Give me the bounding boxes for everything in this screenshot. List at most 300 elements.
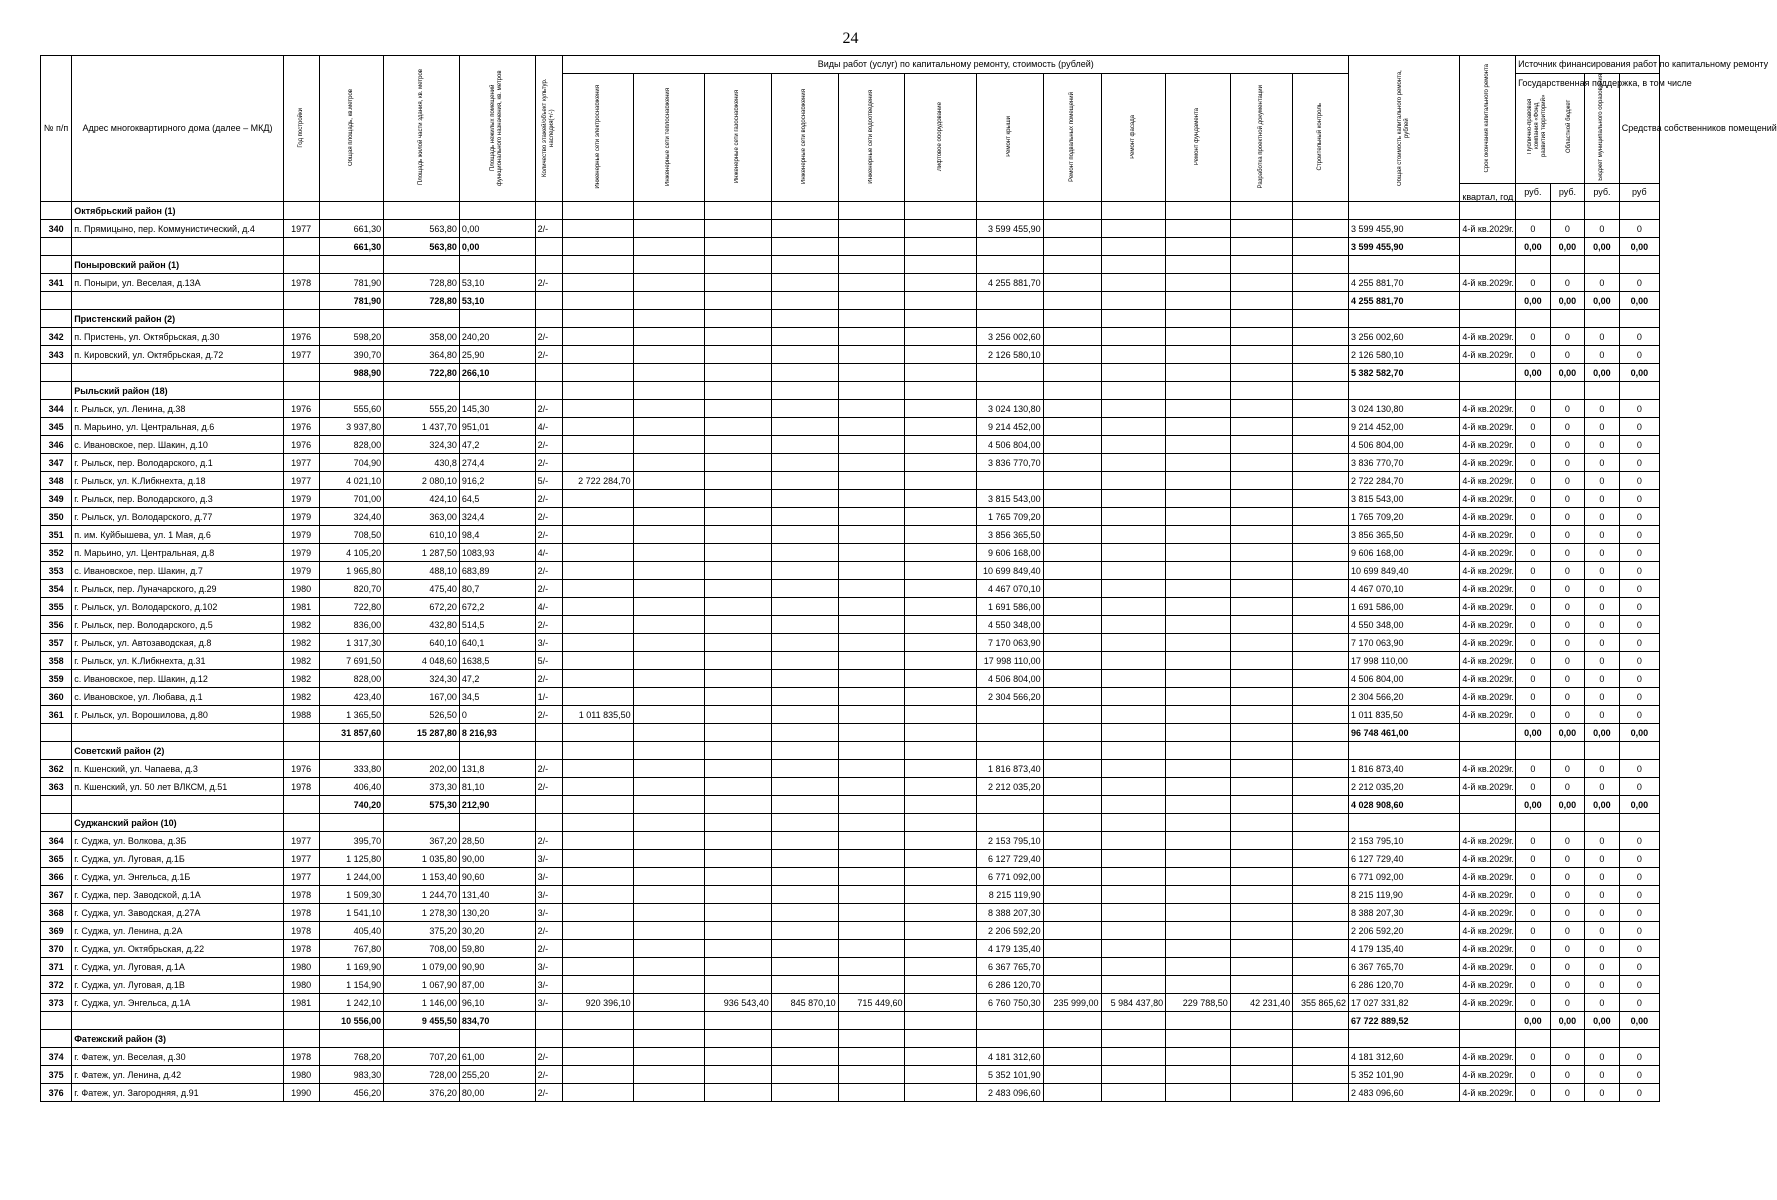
owners-amount: 0	[1619, 868, 1659, 886]
house-address: г. Рыльск, пер. Володарского, д.5	[72, 616, 284, 634]
work-cost	[1230, 616, 1292, 634]
empty-cell	[1619, 256, 1659, 274]
work-cost	[1101, 652, 1166, 670]
living-area: 1 146,00	[384, 994, 460, 1012]
total-area: 423,40	[319, 688, 384, 706]
empty-cell	[384, 742, 460, 760]
work-cost	[1101, 958, 1166, 976]
living-area: 1 035,80	[384, 850, 460, 868]
build-year: 1976	[283, 400, 319, 418]
fund-amount: 0	[1516, 598, 1551, 616]
living-area: 640,10	[384, 634, 460, 652]
fund-amount: 0	[1516, 418, 1551, 436]
work-cost	[704, 562, 771, 580]
owners-amount: 0	[1619, 472, 1659, 490]
empty-cell	[1043, 796, 1101, 814]
owners-amount: 0	[1619, 220, 1659, 238]
total-area: 661,30	[319, 238, 384, 256]
municipal-amount: 0	[1585, 562, 1620, 580]
work-cost	[1101, 886, 1166, 904]
fund-amount: 0	[1516, 922, 1551, 940]
total-cost: 6 286 120,70	[1349, 976, 1460, 994]
empty-cell	[1166, 310, 1231, 328]
row-number: 349	[41, 490, 72, 508]
living-area: 424,10	[384, 490, 460, 508]
work-cost	[704, 400, 771, 418]
total-area: 1 154,90	[319, 976, 384, 994]
empty-cell	[41, 292, 72, 310]
work-cost	[563, 832, 633, 850]
work-cost: 6 127 729,40	[976, 850, 1043, 868]
work-cost	[563, 868, 633, 886]
work-cost	[771, 454, 838, 472]
total-area: 1 365,50	[319, 706, 384, 724]
empty-cell	[633, 310, 704, 328]
empty-cell	[283, 742, 319, 760]
fund-amount: 0	[1516, 940, 1551, 958]
municipal-amount: 0	[1585, 328, 1620, 346]
work-cost	[771, 580, 838, 598]
empty-cell	[535, 796, 563, 814]
work-cost	[771, 832, 838, 850]
work-cost	[771, 958, 838, 976]
empty-cell	[1349, 814, 1460, 832]
work-cost	[563, 346, 633, 364]
work-cost	[704, 598, 771, 616]
municipal-amount: 0	[1585, 436, 1620, 454]
total-cost: 67 722 889,52	[1349, 1012, 1460, 1030]
empty-cell	[1043, 742, 1101, 760]
work-cost	[1101, 418, 1166, 436]
house-address: п. Кшенский, ул. 50 лет ВЛКСМ, д.51	[72, 778, 284, 796]
regional-amount: 0	[1550, 976, 1585, 994]
living-area: 367,20	[384, 832, 460, 850]
empty-cell	[633, 1030, 704, 1048]
empty-cell	[1043, 1030, 1101, 1048]
empty-cell	[1230, 364, 1292, 382]
build-year: 1979	[283, 544, 319, 562]
work-cost	[563, 1048, 633, 1066]
empty-cell	[1101, 814, 1166, 832]
empty-cell	[283, 814, 319, 832]
work-cost	[704, 832, 771, 850]
living-area: 610,10	[384, 526, 460, 544]
table-row	[41, 652, 1660, 670]
work-cost	[838, 580, 905, 598]
total-area: 4 021,10	[319, 472, 384, 490]
work-cost	[563, 940, 633, 958]
total-area: 598,20	[319, 328, 384, 346]
header-floors: Количество этажей/объект культур. наследия(+/-)	[542, 78, 556, 177]
empty-cell	[1619, 742, 1659, 760]
empty-cell	[1101, 796, 1166, 814]
house-address: г. Суджа, ул. Ленина, д.2А	[72, 922, 284, 940]
work-cost	[771, 616, 838, 634]
build-year: 1977	[283, 868, 319, 886]
row-number: 361	[41, 706, 72, 724]
build-year: 1977	[283, 454, 319, 472]
work-cost	[1230, 220, 1292, 238]
floors: 3/-	[535, 976, 563, 994]
work-cost	[1043, 274, 1101, 292]
empty-cell	[563, 724, 633, 742]
repair-term: 4-й кв.2029г.	[1460, 220, 1516, 238]
fund-amount: 0	[1516, 616, 1551, 634]
empty-cell	[838, 796, 905, 814]
work-cost	[563, 508, 633, 526]
work-cost	[838, 778, 905, 796]
work-cost	[1230, 832, 1292, 850]
nonres-area: 90,00	[459, 850, 535, 868]
empty-cell	[72, 796, 284, 814]
nonres-area: 951,01	[459, 418, 535, 436]
work-cost	[1166, 436, 1231, 454]
fund-amount: 0	[1516, 580, 1551, 598]
district-row	[41, 382, 1660, 400]
fund-amount: 0	[1516, 886, 1551, 904]
work-cost	[1230, 760, 1292, 778]
work-cost	[771, 328, 838, 346]
house-address: г. Рыльск, ул. Ленина, д.38	[72, 400, 284, 418]
total-cost: 3 599 455,90	[1349, 220, 1460, 238]
house-address: г. Суджа, ул. Энгельса, д.1А	[72, 994, 284, 1012]
total-area: 722,80	[319, 598, 384, 616]
nonres-area: 672,2	[459, 598, 535, 616]
build-year: 1982	[283, 634, 319, 652]
build-year: 1988	[283, 706, 319, 724]
empty-cell	[1460, 382, 1516, 400]
work-cost	[1293, 1084, 1349, 1102]
owners-amount: 0	[1619, 958, 1659, 976]
row-number: 370	[41, 940, 72, 958]
work-cost	[1166, 688, 1231, 706]
regional-amount: 0	[1550, 220, 1585, 238]
work-cost	[1101, 580, 1166, 598]
district-total-row	[41, 796, 1660, 814]
row-number: 344	[41, 400, 72, 418]
empty-cell	[1460, 796, 1516, 814]
work-cost	[1230, 670, 1292, 688]
empty-cell	[283, 382, 319, 400]
total-cost: 6 127 729,40	[1349, 850, 1460, 868]
empty-cell	[283, 796, 319, 814]
repair-term: 4-й кв.2029г.	[1460, 436, 1516, 454]
fund-amount: 0	[1516, 544, 1551, 562]
empty-cell	[905, 382, 976, 400]
work-cost	[905, 346, 976, 364]
empty-cell	[72, 364, 284, 382]
repair-term: 4-й кв.2029г.	[1460, 1084, 1516, 1102]
fund-amount: 0	[1516, 868, 1551, 886]
work-cost	[905, 760, 976, 778]
total-area: 405,40	[319, 922, 384, 940]
empty-cell	[633, 796, 704, 814]
floors: 2/-	[535, 940, 563, 958]
build-year: 1978	[283, 904, 319, 922]
empty-cell	[535, 1012, 563, 1030]
row-number: 372	[41, 976, 72, 994]
header-work-1: Инженерные сети электроснабжения	[594, 84, 601, 189]
living-area: 475,40	[384, 580, 460, 598]
work-cost	[1293, 454, 1349, 472]
work-cost	[633, 886, 704, 904]
empty-cell	[1043, 364, 1101, 382]
total-living: 728,80	[384, 292, 460, 310]
table-row	[41, 418, 1660, 436]
empty-cell	[535, 256, 563, 274]
work-cost	[838, 760, 905, 778]
work-cost	[905, 634, 976, 652]
work-cost	[905, 1066, 976, 1084]
regional-amount: 0	[1550, 526, 1585, 544]
empty-cell	[1101, 238, 1166, 256]
empty-cell	[633, 202, 704, 220]
floors: 3/-	[535, 850, 563, 868]
work-cost	[1043, 1084, 1101, 1102]
table-row	[41, 886, 1660, 904]
empty-cell	[905, 256, 976, 274]
work-cost	[1043, 958, 1101, 976]
empty-cell	[283, 1012, 319, 1030]
work-cost	[1293, 328, 1349, 346]
living-area: 1 079,00	[384, 958, 460, 976]
owners-amount: 0	[1619, 490, 1659, 508]
repair-term: 4-й кв.2029г.	[1460, 958, 1516, 976]
total-area: 3 937,80	[319, 418, 384, 436]
empty-cell	[41, 364, 72, 382]
table-row	[41, 328, 1660, 346]
living-area: 324,30	[384, 670, 460, 688]
empty-cell	[459, 814, 535, 832]
work-cost	[633, 346, 704, 364]
total-area: 4 105,20	[319, 544, 384, 562]
fund-amount: 0	[1516, 652, 1551, 670]
municipal-amount: 0	[1585, 886, 1620, 904]
empty-cell	[838, 382, 905, 400]
living-area: 2 080,10	[384, 472, 460, 490]
work-cost	[563, 454, 633, 472]
empty-cell	[1166, 742, 1231, 760]
total-living: 9 455,50	[384, 1012, 460, 1030]
work-cost	[838, 940, 905, 958]
work-cost	[1043, 922, 1101, 940]
work-cost	[1230, 868, 1292, 886]
empty-cell	[1043, 292, 1101, 310]
table-row	[41, 670, 1660, 688]
work-cost	[1293, 760, 1349, 778]
total-cost: 1 765 709,20	[1349, 508, 1460, 526]
municipal-amount: 0	[1585, 346, 1620, 364]
work-cost	[1166, 670, 1231, 688]
work-cost	[1230, 652, 1292, 670]
work-cost	[1043, 418, 1101, 436]
empty-cell	[704, 724, 771, 742]
work-cost: 920 396,10	[563, 994, 633, 1012]
nonres-area: 131,8	[459, 760, 535, 778]
floors: 2/-	[535, 346, 563, 364]
work-cost	[905, 652, 976, 670]
work-cost	[1166, 886, 1231, 904]
empty-cell	[838, 724, 905, 742]
regional-amount: 0	[1550, 1066, 1585, 1084]
table-row	[41, 634, 1660, 652]
empty-cell	[1101, 724, 1166, 742]
work-cost	[1166, 418, 1231, 436]
regional-amount: 0	[1550, 598, 1585, 616]
work-cost	[771, 274, 838, 292]
empty-cell	[1230, 1030, 1292, 1048]
work-cost	[771, 400, 838, 418]
work-cost	[1293, 544, 1349, 562]
work-cost	[1293, 220, 1349, 238]
work-cost: 1 011 835,50	[563, 706, 633, 724]
total-cost: 2 483 096,60	[1349, 1084, 1460, 1102]
fund-amount: 0	[1516, 328, 1551, 346]
repair-term: 4-й кв.2029г.	[1460, 670, 1516, 688]
empty-cell	[535, 724, 563, 742]
work-cost	[563, 976, 633, 994]
build-year: 1982	[283, 688, 319, 706]
work-cost	[905, 274, 976, 292]
repair-term: 4-й кв.2029г.	[1460, 634, 1516, 652]
row-number: 347	[41, 454, 72, 472]
total-area: 661,30	[319, 220, 384, 238]
floors: 3/-	[535, 958, 563, 976]
total-cost: 2 722 284,70	[1349, 472, 1460, 490]
empty-cell	[1166, 202, 1231, 220]
work-cost	[771, 706, 838, 724]
work-cost: 4 506 804,00	[976, 670, 1043, 688]
work-cost	[838, 832, 905, 850]
nonres-area: 90,60	[459, 868, 535, 886]
owners-amount: 0	[1619, 976, 1659, 994]
empty-cell	[1460, 202, 1516, 220]
owners-amount: 0	[1619, 760, 1659, 778]
empty-cell	[1101, 292, 1166, 310]
empty-cell	[283, 1030, 319, 1048]
empty-cell	[563, 238, 633, 256]
total-cost: 2 153 795,10	[1349, 832, 1460, 850]
total-cost: 4 255 881,70	[1349, 274, 1460, 292]
district-row	[41, 256, 1660, 274]
work-cost: 1 691 586,00	[976, 598, 1043, 616]
build-year: 1976	[283, 418, 319, 436]
district-total-row	[41, 724, 1660, 742]
municipal-amount: 0	[1585, 526, 1620, 544]
work-cost	[1230, 328, 1292, 346]
work-cost	[1293, 472, 1349, 490]
regional-amount: 0	[1550, 436, 1585, 454]
empty-cell	[563, 382, 633, 400]
nonres-area: 64,5	[459, 490, 535, 508]
municipal-amount: 0	[1585, 1066, 1620, 1084]
row-number: 376	[41, 1084, 72, 1102]
empty-cell	[976, 292, 1043, 310]
total-cost: 3 599 455,90	[1349, 238, 1460, 256]
build-year: 1978	[283, 274, 319, 292]
nonres-area: 1638,5	[459, 652, 535, 670]
work-cost	[1230, 472, 1292, 490]
work-cost	[1293, 886, 1349, 904]
work-cost: 3 856 365,50	[976, 526, 1043, 544]
header-work-7: Ремонт крыши	[1006, 116, 1013, 157]
total-nonres: 834,70	[459, 1012, 535, 1030]
empty-cell	[1230, 1012, 1292, 1030]
empty-cell	[1166, 382, 1231, 400]
build-year: 1981	[283, 994, 319, 1012]
work-cost	[1043, 508, 1101, 526]
work-cost	[633, 1084, 704, 1102]
empty-cell	[1043, 202, 1101, 220]
owners-amount: 0	[1619, 832, 1659, 850]
work-cost	[905, 598, 976, 616]
work-cost	[1293, 850, 1349, 868]
empty-cell	[633, 292, 704, 310]
build-year: 1980	[283, 958, 319, 976]
repair-term: 4-й кв.2029г.	[1460, 328, 1516, 346]
work-cost	[563, 760, 633, 778]
row-number: 342	[41, 328, 72, 346]
total-area: 1 965,80	[319, 562, 384, 580]
fund-amount: 0	[1516, 850, 1551, 868]
repair-term: 4-й кв.2029г.	[1460, 922, 1516, 940]
living-area: 1 287,50	[384, 544, 460, 562]
owners-amount: 0	[1619, 328, 1659, 346]
total-area: 828,00	[319, 436, 384, 454]
work-cost	[838, 976, 905, 994]
work-cost	[1293, 688, 1349, 706]
work-cost	[1101, 436, 1166, 454]
work-cost	[1230, 976, 1292, 994]
work-cost	[1101, 472, 1166, 490]
work-cost	[1293, 832, 1349, 850]
work-cost	[704, 652, 771, 670]
owners-amount: 0	[1619, 940, 1659, 958]
table-row	[41, 580, 1660, 598]
municipal-amount: 0	[1585, 940, 1620, 958]
living-area: 1 244,70	[384, 886, 460, 904]
work-cost	[1230, 346, 1292, 364]
empty-cell	[704, 292, 771, 310]
total-regional: 0,00	[1550, 724, 1585, 742]
empty-cell	[563, 256, 633, 274]
table-row	[41, 850, 1660, 868]
header-fund: Публично-правовая компания «Фонд развития территорий»	[1527, 94, 1548, 158]
total-cost: 4 550 348,00	[1349, 616, 1460, 634]
empty-cell	[1043, 1012, 1101, 1030]
empty-cell	[976, 814, 1043, 832]
work-cost	[905, 526, 976, 544]
total-area: 555,60	[319, 400, 384, 418]
house-address: г. Фатеж, ул. Загородняя, д.91	[72, 1084, 284, 1102]
fund-amount: 0	[1516, 274, 1551, 292]
work-cost	[1230, 580, 1292, 598]
build-year: 1977	[283, 832, 319, 850]
repair-term: 4-й кв.2029г.	[1460, 778, 1516, 796]
total-area: 390,70	[319, 346, 384, 364]
floors: 2/-	[535, 778, 563, 796]
regional-amount: 0	[1550, 634, 1585, 652]
repair-term: 4-й кв.2029г.	[1460, 976, 1516, 994]
empty-cell	[1166, 256, 1231, 274]
empty-cell	[976, 1012, 1043, 1030]
work-cost	[1166, 328, 1231, 346]
empty-cell	[976, 238, 1043, 256]
work-cost	[771, 634, 838, 652]
empty-cell	[838, 742, 905, 760]
empty-cell	[41, 724, 72, 742]
total-owners: 0,00	[1619, 1012, 1659, 1030]
